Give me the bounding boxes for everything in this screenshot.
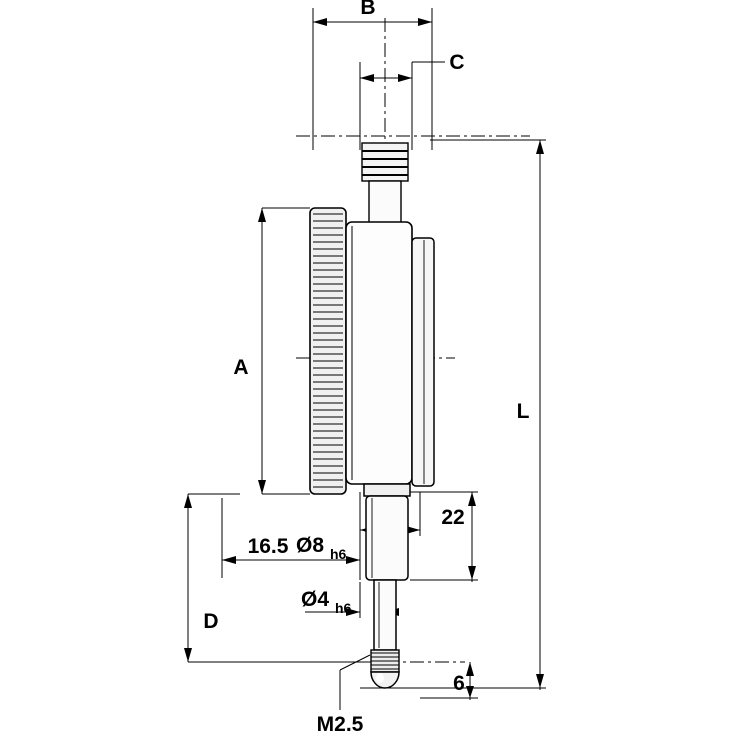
label-dia8: Ø8 <box>296 534 325 557</box>
label-B: B <box>360 0 376 19</box>
label-dia4-tolerance: h6 <box>335 600 352 616</box>
label-C: C <box>449 51 465 74</box>
label-6: 6 <box>453 672 465 695</box>
label-A: A <box>233 356 249 379</box>
label-thread-M2-5: M2.5 <box>316 713 364 736</box>
label-22: 22 <box>441 506 465 529</box>
label-D: D <box>203 610 219 633</box>
label-L: L <box>516 400 530 423</box>
label-dia8-tolerance: h6 <box>330 546 347 562</box>
label-dia4: Ø4 <box>301 588 330 611</box>
label-16-5: 16.5 <box>247 535 289 558</box>
